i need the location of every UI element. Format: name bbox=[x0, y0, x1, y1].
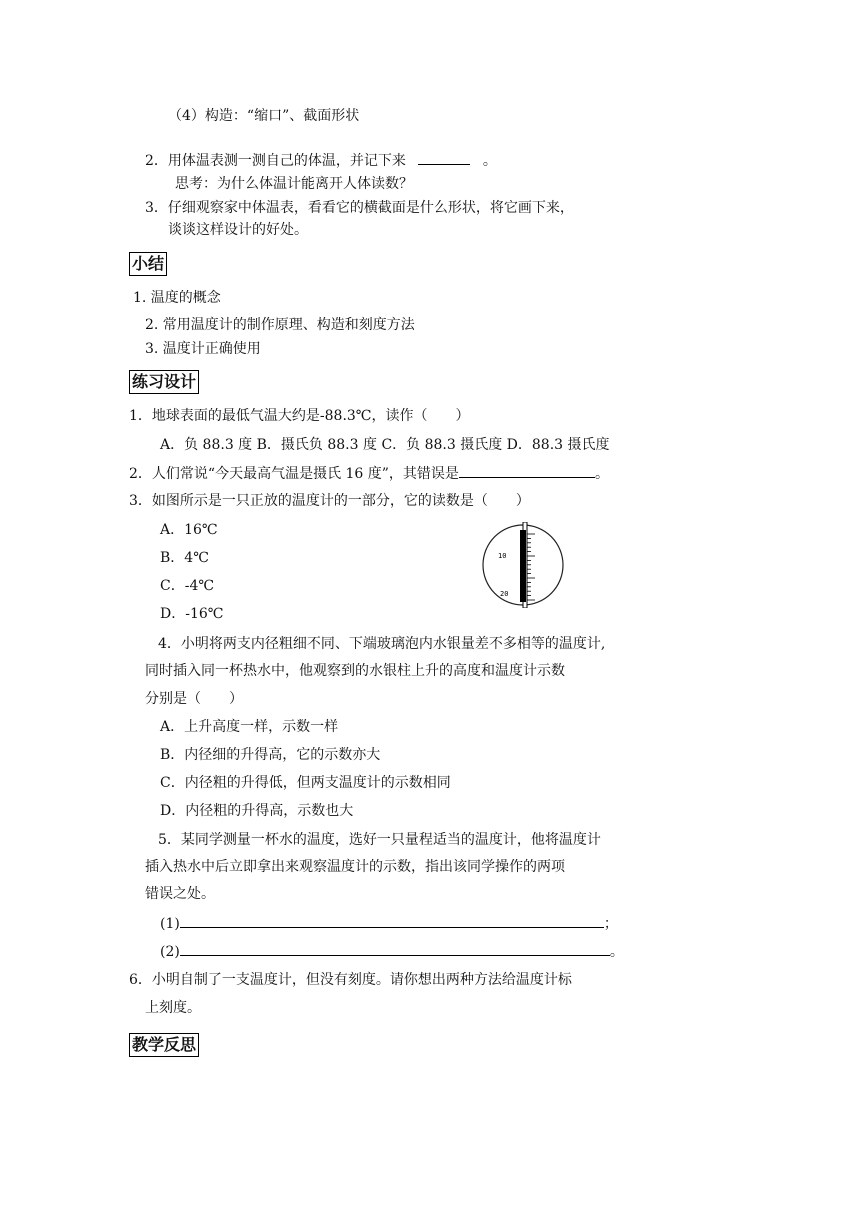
scale-ticks bbox=[527, 534, 535, 600]
q3-option: A．16℃ bbox=[160, 522, 218, 538]
exercise-q1-options: A．负 88.3 度 B．摄氏负 88.3 度 C．负 88.3 摄氏度 D．88.3 摄氏度 bbox=[160, 437, 610, 453]
answer-blank[interactable] bbox=[180, 913, 604, 928]
item-4-structure: （4）构造：“缩口”、截面形状 bbox=[168, 108, 360, 124]
exercise-q4-line: 4．小明将两支内径粗细不同、下端玻璃泡内水银量差不多相等的温度计, bbox=[158, 636, 606, 652]
think-prompt: 思考：为什么体温计能离开人体读数？ bbox=[175, 176, 413, 192]
q5-label-1: (1) bbox=[160, 916, 180, 932]
exercise-q5-line: 错误之处。 bbox=[145, 886, 215, 902]
q4-option: B．内径细的升得高，它的示数亦大 bbox=[160, 747, 381, 763]
exercise-q4-line: 同时插入同一杯热水中，他观察到的水银柱上升的高度和温度计示数 bbox=[145, 663, 565, 679]
thermometer-figure bbox=[480, 522, 566, 608]
exercise-q6-line: 6．小明自制了一支温度计，但没有刻度。请你想出两种方法给温度计标 bbox=[129, 972, 572, 988]
summary-heading: 小结 bbox=[129, 252, 167, 276]
summary-item: 2. 常用温度计的制作原理、构造和刻度方法 bbox=[145, 317, 415, 333]
exercise-q3: 3．如图所示是一只正放的温度计的一部分，它的读数是（ ） bbox=[129, 493, 530, 509]
q4-option: C．内径粗的升得低，但两支温度计的示数相同 bbox=[160, 775, 451, 791]
question-2-temperature bbox=[145, 150, 497, 171]
exercise-q1: 1．地球表面的最低气温大约是-88.3℃，读作（ ） bbox=[129, 408, 470, 424]
q3-option: B．4℃ bbox=[160, 550, 209, 566]
q4-option: D．内径粗的升得高，示数也大 bbox=[160, 803, 354, 819]
reflection-heading: 教学反思 bbox=[129, 1033, 199, 1057]
exercise-q4-line: 分别是（ ） bbox=[145, 691, 243, 707]
tick-label: 10 bbox=[498, 552, 507, 560]
q2-end: 。 bbox=[482, 153, 497, 169]
mercury-column bbox=[520, 530, 526, 602]
answer-blank[interactable] bbox=[418, 150, 470, 165]
exercise-q5-line: 5．某同学测量一杯水的温度，选好一只量程适当的温度计，他将温度计 bbox=[158, 832, 601, 848]
q5-end-2: 。 bbox=[609, 944, 624, 960]
q2-end: 。 bbox=[594, 466, 609, 482]
q5-label-2: (2) bbox=[160, 944, 180, 960]
exercise-q6-line: 上刻度。 bbox=[145, 1000, 201, 1016]
q5-answer-2 bbox=[160, 941, 624, 962]
exercise-q5-line: 插入热水中后立即拿出来观察温度计的示数，指出该同学操作的两项 bbox=[145, 859, 565, 875]
q5-answer-1 bbox=[160, 913, 618, 934]
tick-label: 20 bbox=[500, 590, 509, 598]
exercise-heading: 练习设计 bbox=[129, 370, 199, 394]
question-3-line1: 3．仔细观察家中体温表，看看它的横截面是什么形状，将它画下来， bbox=[145, 200, 574, 216]
answer-blank[interactable] bbox=[180, 941, 610, 956]
q5-end-1: ； bbox=[603, 916, 618, 932]
q2-text: 2．用体温表测一测自己的体温，并记下来 bbox=[145, 153, 406, 169]
summary-item: 3. 温度计正确使用 bbox=[145, 341, 261, 357]
summary-item: 1. 温度的概念 bbox=[133, 290, 221, 306]
exercise-q2 bbox=[129, 463, 609, 484]
q3-option: D．-16℃ bbox=[160, 606, 224, 622]
q4-option: A．上升高度一样，示数一样 bbox=[160, 719, 339, 735]
answer-blank[interactable] bbox=[459, 463, 595, 478]
q2-text: 2．人们常说“今天最高气温是摄氏 16 度”，其错误是 bbox=[129, 466, 459, 482]
question-3-line2: 谈谈这样设计的好处。 bbox=[168, 222, 308, 238]
q3-option: C．-4℃ bbox=[160, 578, 215, 594]
